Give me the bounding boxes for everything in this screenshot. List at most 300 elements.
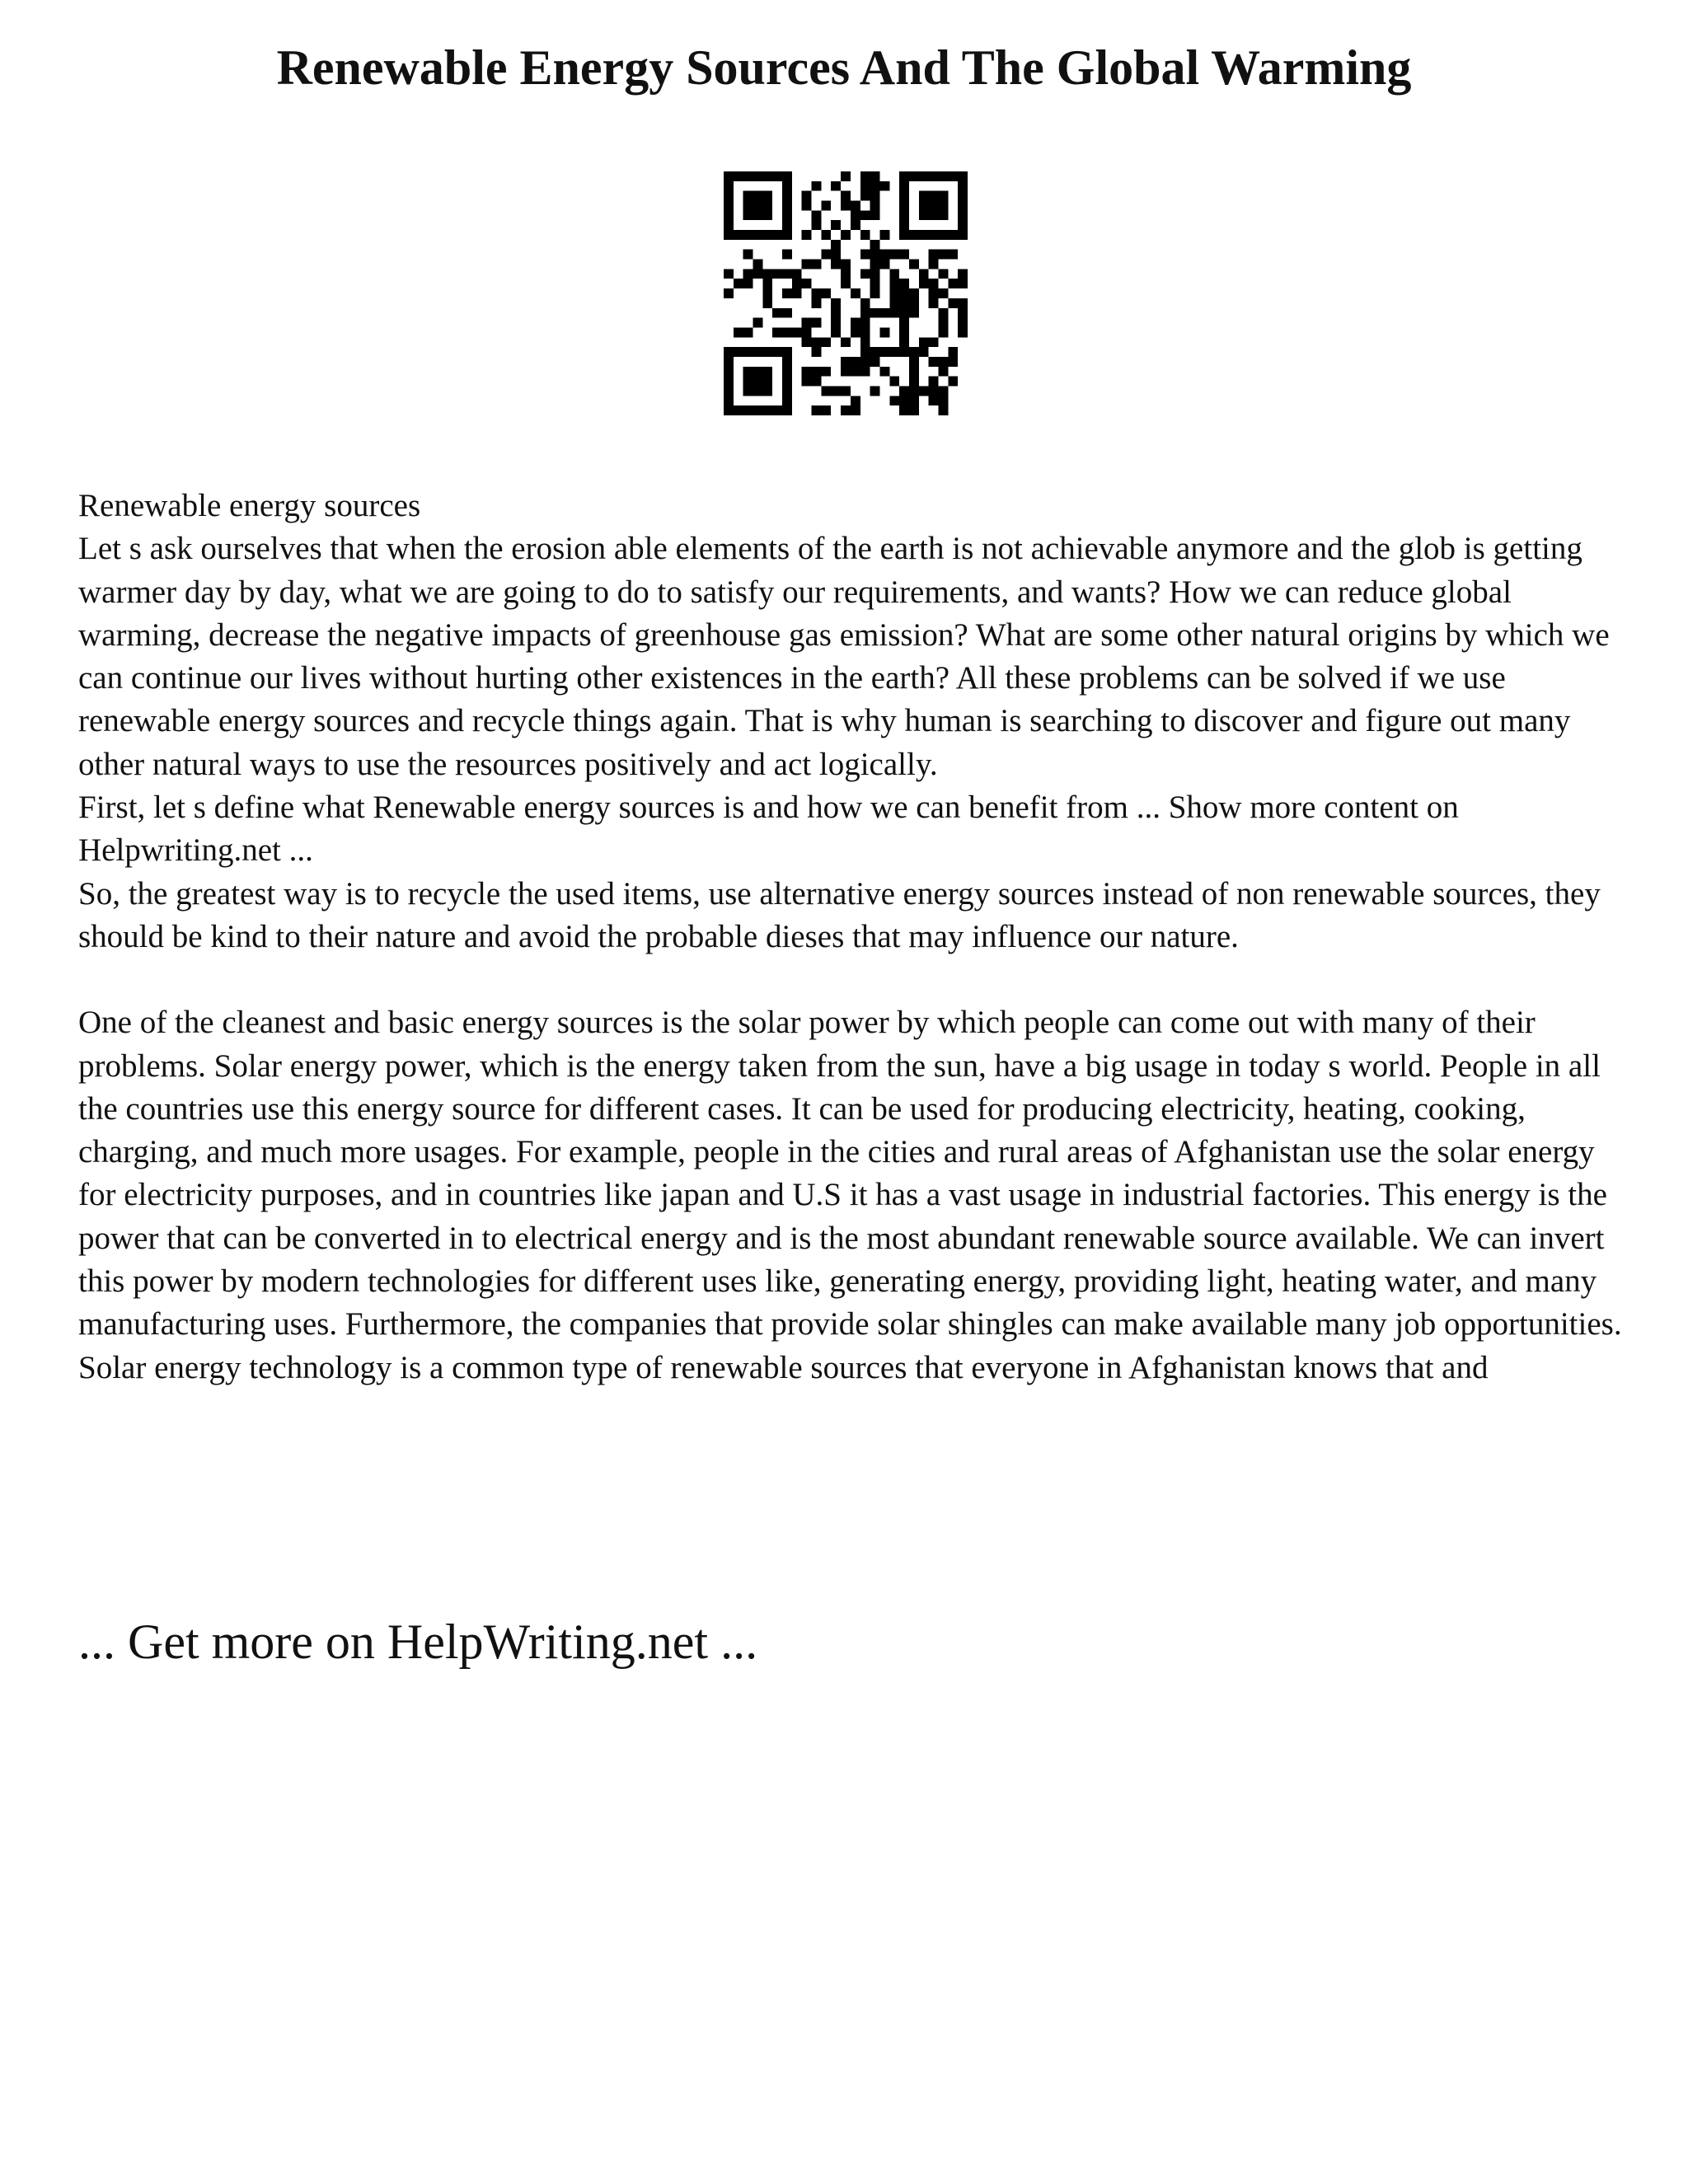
qr-module — [753, 210, 763, 220]
document-body — [78, 485, 1628, 1390]
qr-module — [909, 377, 919, 387]
qr-module — [762, 279, 772, 288]
qr-module — [889, 308, 899, 318]
qr-module — [782, 357, 792, 367]
qr-module — [860, 318, 870, 328]
qr-module — [753, 386, 763, 396]
qr-module — [782, 288, 792, 298]
qr-module — [841, 405, 851, 415]
qr-module — [899, 201, 909, 211]
qr-module — [958, 171, 968, 181]
qr-module — [762, 288, 772, 298]
qr-module — [812, 298, 822, 308]
qr-module — [899, 279, 909, 288]
qr-module — [812, 405, 822, 415]
qr-module — [782, 367, 792, 377]
qr-module — [782, 269, 792, 279]
qr-module — [851, 210, 860, 220]
qr-module — [958, 269, 968, 279]
qr-module — [821, 405, 831, 415]
qr-module — [929, 230, 939, 240]
qr-module — [831, 250, 841, 260]
qr-module — [860, 171, 870, 181]
qr-module — [782, 230, 792, 240]
qr-module — [802, 327, 812, 337]
qr-module — [889, 396, 899, 405]
qr-module — [929, 377, 939, 387]
qr-module — [724, 220, 734, 230]
qr-module — [802, 337, 812, 347]
qr-module — [909, 396, 919, 405]
qr-module — [841, 260, 851, 269]
qr-module — [782, 405, 792, 415]
qr-module — [860, 269, 870, 279]
body-paragraph: One of the cleanest and basic energy sources is the solar power by which people can come out with many of their problems. Solar energy power, which is the energy taken from the sun, have a big usage in today s world. People in all the countries use this energy source for different cases. It can be used for producing electricity, heating, cooking, charging, and much more usages. For example, people in the cities and rural areas of Afghanistan use the solar energy for electricity purposes, and in countries like japan and U.S it has a vast usage in industrial factories. This energy is the power that can be converted in to electrical energy and is the most abundant renewable source available. We can invert this power by modern technologies for different uses like, generating energy, providing light, heating water, and many manufacturing uses. Furthermore, the companies that provide solar shingles can make available many job opportunities. Solar energy technology is a common type of renewable sources that everyone in Afghanistan knows that and — [78, 1005, 1622, 1385]
qr-module — [762, 230, 772, 240]
qr-module — [753, 269, 763, 279]
qr-module — [938, 269, 948, 279]
qr-module — [724, 181, 734, 191]
qr-module — [899, 347, 909, 357]
qr-module — [909, 367, 919, 377]
qr-module — [958, 220, 968, 230]
qr-module — [860, 337, 870, 347]
qr-module — [860, 250, 870, 260]
qr-module — [938, 230, 948, 240]
qr-module — [851, 327, 860, 337]
qr-module — [802, 377, 812, 387]
qr-module — [782, 386, 792, 396]
qr-module — [889, 250, 899, 260]
qr-module — [782, 191, 792, 201]
qr-module — [938, 405, 948, 415]
qr-module — [851, 220, 860, 230]
body-paragraph: So, the greatest way is to recycle the used items, use alternative energy sources instead of non renewable sources, they should be kind to their nature and avoid the probable dieses that may influence our nature. — [78, 875, 1601, 954]
qr-module — [909, 405, 919, 415]
qr-module — [792, 269, 802, 279]
qr-module — [743, 210, 753, 220]
qr-module — [792, 288, 802, 298]
qr-module — [870, 250, 880, 260]
qr-module — [899, 191, 909, 201]
qr-module — [958, 279, 968, 288]
qr-module — [821, 250, 831, 260]
qr-module — [919, 191, 929, 201]
qr-module — [929, 260, 939, 269]
qr-module — [958, 230, 968, 240]
qr-module — [899, 230, 909, 240]
qr-module — [743, 250, 753, 260]
qr-module — [831, 240, 841, 250]
qr-module — [743, 347, 753, 357]
qr-module — [802, 279, 812, 288]
qr-module — [831, 327, 841, 337]
qr-module — [919, 269, 929, 279]
qr-module — [919, 279, 929, 288]
qr-module — [782, 201, 792, 211]
qr-module — [734, 171, 743, 181]
qr-module — [812, 210, 822, 220]
qr-module — [821, 386, 831, 396]
qr-module — [743, 201, 753, 211]
qr-module — [948, 347, 958, 357]
qr-module — [860, 347, 870, 357]
qr-module — [734, 347, 743, 357]
qr-module — [870, 201, 880, 211]
qr-module — [812, 337, 822, 347]
qr-module — [929, 279, 939, 288]
qr-module — [929, 250, 939, 260]
qr-module — [929, 191, 939, 201]
qr-module — [782, 347, 792, 357]
qr-module — [919, 201, 929, 211]
qr-module — [929, 396, 939, 405]
qr-module — [899, 318, 909, 328]
qr-module — [899, 405, 909, 415]
qr-module — [782, 220, 792, 230]
qr-module — [870, 308, 880, 318]
qr-module — [948, 298, 958, 308]
qr-module — [929, 171, 939, 181]
page-title: Renewable Energy Sources And The Global Warming — [276, 40, 1412, 95]
qr-module — [782, 171, 792, 181]
qr-module — [753, 318, 763, 328]
qr-module — [851, 405, 860, 415]
qr-module — [860, 298, 870, 308]
qr-module — [870, 181, 880, 191]
qr-module — [899, 181, 909, 191]
qr-module — [948, 250, 958, 260]
qr-module — [841, 269, 851, 279]
qr-module — [753, 230, 763, 240]
qr-module — [792, 327, 802, 337]
qr-module — [899, 396, 909, 405]
qr-module — [743, 279, 753, 288]
qr-module — [851, 357, 860, 367]
qr-module — [734, 279, 743, 288]
qr-module — [812, 288, 822, 298]
qr-module — [958, 201, 968, 211]
qr-module — [802, 318, 812, 328]
qr-module — [929, 337, 939, 347]
qr-module — [909, 260, 919, 269]
qr-module — [958, 308, 968, 318]
qr-module — [899, 250, 909, 260]
qr-module — [938, 318, 948, 328]
qr-module — [743, 377, 753, 387]
qr-module — [724, 230, 734, 240]
qr-code-icon — [724, 171, 968, 415]
qr-module — [879, 367, 889, 377]
qr-module — [743, 171, 753, 181]
qr-module — [753, 367, 763, 377]
qr-module — [860, 230, 870, 240]
qr-module — [772, 269, 782, 279]
qr-module — [909, 386, 919, 396]
qr-module — [860, 308, 870, 318]
qr-module — [762, 367, 772, 377]
qr-module — [938, 386, 948, 396]
qr-module — [870, 269, 880, 279]
qr-module — [870, 191, 880, 201]
qr-module — [743, 230, 753, 240]
qr-module — [860, 357, 870, 367]
qr-module — [929, 288, 939, 298]
qr-module — [879, 347, 889, 357]
qr-module — [899, 171, 909, 181]
qr-module — [929, 298, 939, 308]
qr-module — [948, 171, 958, 181]
qr-module — [851, 367, 860, 377]
qr-module — [734, 405, 743, 415]
qr-module — [938, 327, 948, 337]
qr-module — [899, 327, 909, 337]
qr-module — [812, 220, 822, 230]
qr-module — [821, 288, 831, 298]
qr-module — [879, 308, 889, 318]
qr-module — [919, 210, 929, 220]
qr-module — [919, 230, 929, 240]
qr-module — [753, 347, 763, 357]
qr-module — [860, 181, 870, 191]
qr-module — [870, 347, 880, 357]
qr-module — [938, 201, 948, 211]
qr-module — [938, 171, 948, 181]
qr-module — [958, 298, 968, 308]
qr-module — [841, 201, 851, 211]
qr-module — [851, 318, 860, 328]
qr-module — [821, 367, 831, 377]
qr-module — [870, 210, 880, 220]
qr-module — [782, 396, 792, 405]
qr-module — [889, 347, 899, 357]
qr-module — [753, 171, 763, 181]
qr-module — [762, 298, 772, 308]
qr-module — [938, 191, 948, 201]
qr-module — [762, 405, 772, 415]
qr-module — [889, 377, 899, 387]
qr-module — [762, 210, 772, 220]
qr-module — [831, 260, 841, 269]
qr-module — [938, 288, 948, 298]
qr-module — [831, 386, 841, 396]
qr-module — [724, 269, 734, 279]
qr-module — [909, 230, 919, 240]
qr-module — [938, 210, 948, 220]
qr-module — [929, 357, 939, 367]
qr-module — [753, 377, 763, 387]
qr-module — [724, 367, 734, 377]
qr-module — [909, 171, 919, 181]
qr-module — [948, 279, 958, 288]
qr-module — [899, 210, 909, 220]
qr-module — [831, 220, 841, 230]
qr-module — [919, 337, 929, 347]
qr-module — [831, 308, 841, 318]
qr-module — [802, 367, 812, 377]
qr-module — [762, 386, 772, 396]
qr-module — [938, 396, 948, 405]
qr-module — [762, 191, 772, 201]
qr-module — [870, 279, 880, 288]
qr-module — [841, 386, 851, 396]
qr-module — [802, 191, 812, 201]
qr-module — [919, 386, 929, 396]
paragraph-spacer — [78, 958, 1628, 1001]
qr-module — [899, 308, 909, 318]
qr-module — [724, 191, 734, 201]
qr-module — [831, 181, 841, 191]
qr-module — [929, 201, 939, 211]
qr-module — [879, 250, 889, 260]
qr-module — [879, 260, 889, 269]
qr-module — [879, 327, 889, 337]
qr-module — [802, 201, 812, 211]
qr-module — [724, 357, 734, 367]
qr-module — [724, 210, 734, 220]
qr-module — [870, 357, 880, 367]
qr-module — [958, 181, 968, 191]
qr-module — [782, 250, 792, 260]
qr-module — [772, 308, 782, 318]
qr-module — [724, 396, 734, 405]
qr-module — [812, 181, 822, 191]
qr-module — [762, 347, 772, 357]
qr-module — [724, 386, 734, 396]
qr-module — [831, 298, 841, 308]
qr-module — [812, 318, 822, 328]
qr-module — [734, 327, 743, 337]
qr-module — [870, 288, 880, 298]
qr-module — [821, 337, 831, 347]
qr-module — [812, 347, 822, 357]
qr-module — [860, 191, 870, 201]
qr-module — [841, 191, 851, 201]
qr-module — [782, 327, 792, 337]
qr-module — [948, 230, 958, 240]
qr-module — [782, 377, 792, 387]
qr-module — [860, 327, 870, 337]
qr-module — [899, 386, 909, 396]
get-more-link[interactable]: ... Get more on HelpWriting.net ... — [78, 1615, 758, 1669]
qr-module — [812, 260, 822, 269]
qr-module — [841, 367, 851, 377]
qr-module — [724, 201, 734, 211]
qr-module — [929, 386, 939, 396]
qr-module — [802, 260, 812, 269]
qr-module — [899, 298, 909, 308]
qr-module — [772, 347, 782, 357]
qr-module — [734, 230, 743, 240]
qr-module — [772, 230, 782, 240]
qr-module — [724, 347, 734, 357]
qr-module — [899, 337, 909, 347]
qr-module — [724, 288, 734, 298]
qr-code-graphic — [724, 171, 968, 415]
qr-module — [841, 337, 851, 347]
qr-module — [958, 327, 968, 337]
qr-module — [762, 377, 772, 387]
qr-module — [938, 357, 948, 367]
body-paragraph: First, let s define what Renewable energy sources is and how we can benefit from ... Show more content on Helpwriting.net ... — [78, 790, 1459, 869]
qr-module — [743, 405, 753, 415]
qr-module — [929, 210, 939, 220]
qr-module — [919, 347, 929, 357]
qr-module — [958, 210, 968, 220]
qr-module — [762, 171, 772, 181]
qr-module — [782, 181, 792, 191]
qr-module — [753, 405, 763, 415]
qr-module — [870, 240, 880, 250]
body-paragraph: Let s ask ourselves that when the erosion able elements of the earth is not achievable anymore and the glob is getting warmer day by day, what we are going to do to satisfy our requirements, and wants? How we can reduce global warming, decrease the negative impacts of greenhouse gas emission? What are some other natural origins by which we can continue our lives without hurting other existences in the earth? All these problems can be solved if we use renewable energy sources and recycle things again. That is why human is searching to discover and figure out many other natural ways to use the resources positively and act logically. — [78, 531, 1610, 782]
qr-module — [870, 171, 880, 181]
qr-module — [889, 288, 899, 298]
qr-module — [948, 377, 958, 387]
qr-module — [724, 405, 734, 415]
qr-module — [899, 288, 909, 298]
qr-module — [724, 171, 734, 181]
qr-module — [802, 230, 812, 240]
qr-module — [772, 327, 782, 337]
qr-module — [831, 318, 841, 328]
qr-module — [792, 279, 802, 288]
qr-module — [909, 347, 919, 357]
qr-module — [879, 181, 889, 191]
qr-module — [870, 260, 880, 269]
qr-module — [743, 191, 753, 201]
qr-module — [899, 220, 909, 230]
qr-module — [753, 260, 763, 269]
qr-module — [851, 201, 860, 211]
qr-module — [812, 377, 822, 387]
qr-module — [870, 386, 880, 396]
qr-module — [958, 318, 968, 328]
qr-module — [841, 357, 851, 367]
qr-module — [743, 269, 753, 279]
qr-module — [841, 171, 851, 181]
qr-module — [851, 288, 860, 298]
qr-module — [762, 201, 772, 211]
qr-module — [851, 396, 860, 405]
qr-module — [782, 210, 792, 220]
qr-module — [889, 279, 899, 288]
qr-module — [841, 230, 851, 240]
qr-module — [958, 191, 968, 201]
qr-module — [938, 308, 948, 318]
qr-module — [772, 171, 782, 181]
qr-module — [821, 201, 831, 211]
qr-module — [724, 377, 734, 387]
qr-module — [743, 386, 753, 396]
qr-module — [772, 405, 782, 415]
qr-module — [753, 201, 763, 211]
qr-module — [743, 327, 753, 337]
qr-module — [762, 269, 772, 279]
qr-module — [909, 357, 919, 367]
qr-module — [889, 298, 899, 308]
qr-module — [782, 308, 792, 318]
section-heading: Renewable energy sources — [78, 488, 421, 523]
qr-module — [938, 367, 948, 377]
qr-module — [743, 367, 753, 377]
qr-module — [821, 230, 831, 240]
qr-module — [919, 171, 929, 181]
qr-module — [753, 191, 763, 201]
qr-module — [879, 230, 889, 240]
qr-module — [938, 250, 948, 260]
qr-module — [841, 279, 851, 288]
qr-module — [889, 269, 899, 279]
